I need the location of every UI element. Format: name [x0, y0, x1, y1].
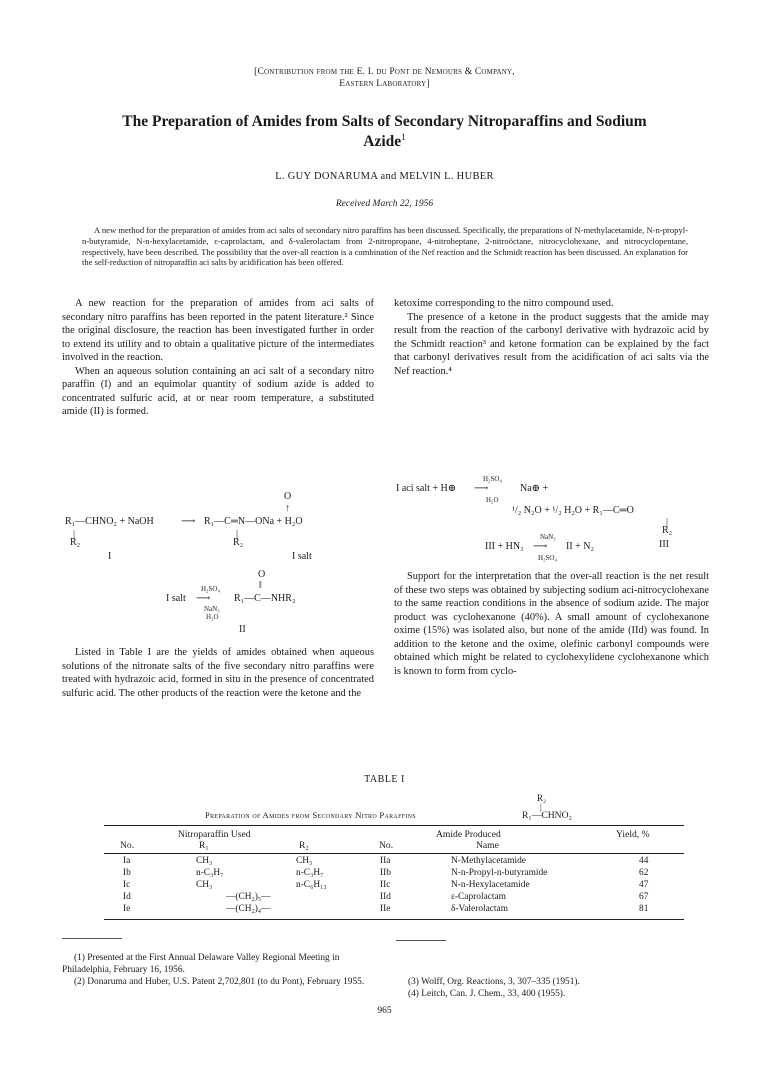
table-cell-no: Ib: [123, 868, 131, 878]
table-cell-r1: —(CH₂)₅—: [226, 892, 271, 902]
table-top-rule: [104, 825, 684, 826]
table-cell-name: δ-Valerolactam: [451, 904, 508, 914]
eq1-label-I-salt: I salt: [292, 551, 312, 562]
eq2-under-1: NaN₃: [204, 605, 220, 613]
contribution-header: [0, 66, 769, 90]
eq3-r2-bond: |: [666, 517, 669, 528]
col1-paragraph-1: A new reaction for the preparation of amides from aci salts of secondary nitro paraffins has been reported in the patent literature.² Since the original disclosure, the reaction has been investigated further in order to extend its utility and to obtain a qualitative picture of the intermediates involved in the reaction.: [62, 298, 374, 363]
table-header-no: No.: [120, 840, 135, 851]
footnote-3: (3) Wolff, Org. Reactions, 3, 307–335 (1951).: [408, 977, 580, 987]
eq2-rhs: R₁—C—NHR₂: [234, 593, 296, 604]
eq2-double-bond: ‖: [259, 580, 262, 591]
table-cell-no: Ic: [123, 880, 131, 890]
eq3-over: H₂SO₄: [483, 475, 502, 483]
table-cell-r1: CH₃: [196, 856, 213, 866]
table-header-r2: R₂: [299, 840, 309, 851]
eq4-rhs: II + N₂: [566, 541, 595, 552]
eq1-arrow: ⟶: [181, 516, 196, 527]
footnote-4: (4) Leitch, Can. J. Chem., 33, 400 (1955).: [408, 989, 566, 999]
column-2-intro: [394, 297, 709, 378]
contribution-line-1: [Contribution from the E. I. du Pont de Nemours & Company,: [254, 67, 515, 77]
table-cell-yield: 67: [639, 892, 649, 902]
eq1-lhs: R₁—CHNO₂ + NaOH: [65, 516, 154, 527]
table-group-amide: Amide Produced: [436, 829, 501, 840]
article-title: [70, 112, 699, 152]
table-cell-yield: 62: [639, 868, 649, 878]
title-line-2: Azide: [363, 133, 402, 150]
abstract: A new method for the preparation of amides from aci salts of secondary nitro paraffins has been discussed. Specifically, the preparations of N-methylacetamide, N-n-propyl-n-butyramide, N-n-hexylacetamide, ε-caprolactam, and δ-valerolactam from 2-nitropropane, 4-nitroheptane, 2-nitroöctane, nitrocyclohexane, and nitrocyclopentane, respectively, have been described. The possibility that the over-all reaction is a combination of the Nef reaction and the Schmidt reaction has been discussed. An explanation for the self-reduction of nitroparaffin aci salts by acidification has been offered.: [82, 225, 688, 268]
column-2-discussion: [394, 570, 709, 678]
eq2-oxygen: O: [258, 569, 266, 580]
table-cell-name: N-Methylacetamide: [451, 856, 526, 866]
column-1-intro: [62, 297, 374, 419]
eq3-lhs: I aci salt + H⊕: [396, 483, 457, 494]
authors: L. GUY DONARUMA and MELVIN L. HUBER: [275, 171, 494, 182]
eq3-under: H₂O: [486, 496, 499, 504]
footnote-2: (2) Donaruma and Huber, U.S. Patent 2,702,801 (to du Pont), February 1955.: [74, 977, 365, 987]
title-footnote-mark: 1: [401, 131, 406, 142]
eq4-arrow: ⟶: [533, 541, 548, 552]
eq3-rhs-1: Na⊕ +: [520, 483, 549, 494]
table-cell-no2: IIa: [380, 856, 391, 866]
col1-paragraph-3: Listed in Table I are the yields of amides obtained when aqueous solutions of the nitronate salts of the five secondary nitro paraffins were treated with hydrazoic acid, formed in situ in the presence of concentrated sulfuric acid. The other products of the reaction were the ketone and the: [62, 647, 374, 699]
footnote-rule-right: [396, 940, 446, 941]
table-group-nitroparaffin: Nitroparaffin Used: [178, 829, 251, 840]
table-cell-yield: 47: [639, 880, 649, 890]
eq4-over: NaN₃: [540, 533, 556, 541]
table-cell-no2: IIe: [380, 904, 391, 914]
table-caption: Preparation of Amides from Secondary Nitro Paraffins: [205, 810, 416, 820]
eq1-r2-right-bond: |: [236, 529, 239, 540]
contribution-line-2: Eastern Laboratory]: [339, 79, 430, 89]
table-header-rule: [104, 853, 684, 854]
eq4-lhs: III + HN₃: [485, 541, 524, 552]
column-1-table-text: [62, 646, 374, 700]
table-cell-no2: IId: [380, 892, 391, 902]
eq3-arrow: ⟶: [474, 483, 489, 494]
table-bottom-rule: [104, 919, 684, 920]
table-cell-name: N-n-Propyl-n-butyramide: [451, 868, 548, 878]
eq2-arrow: ⟶: [196, 593, 211, 604]
table-header-r1: R₁: [199, 840, 209, 851]
table-cell-r2: n-C₆H₁₃: [296, 880, 327, 890]
table-cell-r2: n-C₃H₇: [296, 868, 324, 878]
eq2-lhs: I salt: [166, 593, 186, 604]
table-cell-r1: CH₃: [196, 880, 213, 890]
eq1-rhs: R₁—C═N—ONa + H₂O: [204, 516, 303, 527]
eq3-label-III: III: [659, 539, 669, 550]
footnote-1: (1) Presented at the First Annual Delaware Valley Regional Meeting in Philadelphia, February 16, 1956.: [62, 953, 340, 975]
received-date: Received March 22, 1956: [335, 199, 434, 209]
table-cell-yield: 44: [639, 856, 649, 866]
page-number: 965: [377, 1006, 392, 1016]
table-cell-no: Ie: [123, 904, 131, 914]
table-cell-name: N-n-Hexylacetamide: [451, 880, 530, 890]
table-cell-no2: IIc: [380, 880, 391, 890]
table-cell-r1: —(CH₂)₄—: [226, 904, 271, 914]
col2-paragraph-1: ketoxime corresponding to the nitro compound used.: [394, 298, 614, 309]
col2-paragraph-3: Support for the interpretation that the over-all reaction is the net result of these two steps was obtained by subjecting sodium aci-nitrocyclohexane to the same reaction conditions in the absence of sodium azide. The major product was cyclohexanone (40%). A small amount of cyclohexanone oxime (15%) was isolated also, but none of the amide (IId) was found. In addition to the ketone and the oxime, olefinic carbonyl compounds were obtained which might be related to cyclohexylidene cyclohexanone which is known to form from cyclo-: [394, 571, 709, 677]
table-caption-bond: |: [540, 802, 542, 812]
table-cell-r2: CH₃: [296, 856, 313, 866]
title-line-1: The Preparation of Amides from Salts of Secondary Nitroparaffins and Sodium: [122, 113, 647, 130]
footnote-rule-left: [62, 938, 122, 939]
table-header-no2: No.: [379, 840, 394, 851]
eq1-r2-right: R₂: [233, 537, 244, 548]
table-cell-no2: IIb: [380, 868, 391, 878]
eq1-label-I: I: [108, 551, 112, 562]
eq4-under: H₂SO₄: [538, 554, 557, 562]
eq3-r2: R₂: [662, 525, 673, 536]
table-cell-yield: 81: [639, 904, 649, 914]
eq2-label-II: II: [239, 624, 246, 635]
table-caption-r2: R₂: [537, 793, 547, 803]
table-caption-formula: R₁—CHNO₂: [522, 810, 572, 821]
table-cell-no: Ia: [123, 856, 131, 866]
eq1-oxygen: O: [284, 491, 292, 502]
table-cell-name: ε-Caprolactam: [451, 892, 506, 902]
eq1-arrow-up: ↑: [285, 503, 290, 514]
table-title: TABLE I: [364, 774, 405, 785]
eq2-under-2: H₂O: [206, 613, 219, 621]
eq2-over: H₂SO₄: [201, 585, 220, 593]
table-cell-no: Id: [123, 892, 131, 902]
col2-paragraph-2: The presence of a ketone in the product suggests that the amide may result from the reaction of the carbonyl derivative with hydrazoic acid by the Schmidt reaction³ and ketone formation can be explained by the fact that carbonyl derivatives result from the acidification of aci salts via the Nef reaction.⁴: [394, 311, 709, 377]
table-cell-r1: n-C₃H₇: [196, 868, 224, 878]
eq1-r2-left: R₂: [70, 537, 81, 548]
table-header-yield: Yield, %: [616, 829, 650, 840]
table-header-name: Name: [476, 840, 499, 851]
col1-paragraph-2: When an aqueous solution containing an aci salt of a secondary nitro paraffin (I) and an equimolar quantity of sodium azide is added to concentrated sulfuric acid, at or near room temperature, a substituted amide (II) is formed.: [62, 365, 374, 417]
eq3-rhs-2: ¹/₂ N₂O + ¹/₂ H₂O + R₁—C═O: [512, 505, 634, 516]
eq1-r2-left-bond: |: [73, 529, 76, 540]
